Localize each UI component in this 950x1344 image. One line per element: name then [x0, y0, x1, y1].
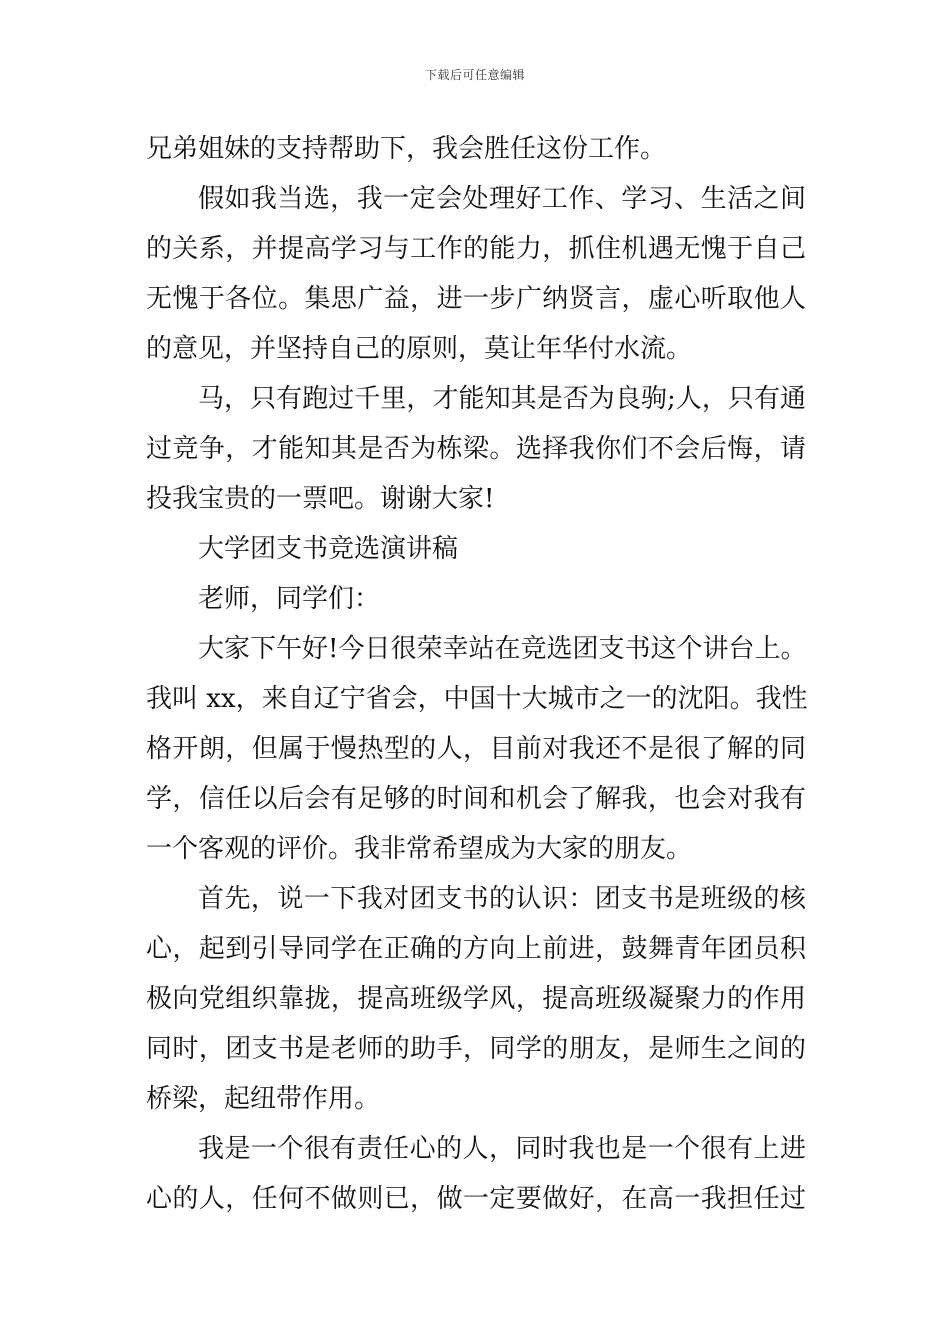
page-header: 下载后可任意编辑 — [424, 68, 525, 82]
text-line: 格开朗，但属于慢热型的人，目前对我还不是很了解的同 — [146, 734, 806, 764]
text-line: 心，起到引导同学在正确的方向上前进，鼓舞青年团员积 — [146, 934, 806, 964]
text-line: 假如我当选，我一定会处理好工作、学习、生活之间 — [198, 184, 806, 214]
text-line: 投我宝贵的一票吧。谢谢大家! — [146, 484, 495, 514]
text-line: 老师，同学们： — [198, 584, 381, 614]
text-line: 心的人，任何不做则已，做一定要做好，在高一我担任过 — [146, 1184, 806, 1214]
text-line: 马，只有跑过千里，才能知其是否为良驹;人，只有通 — [198, 384, 806, 414]
text-line: 我是一个很有责任心的人，同时我也是一个很有上进 — [198, 1134, 806, 1164]
text-line: 的意见，并坚持自己的原则，莫让年华付水流。 — [146, 334, 693, 364]
text-line: 无愧于各位。集思广益，进一步广纳贤言，虚心听取他人 — [146, 284, 806, 314]
text-line: 大学团支书竞选演讲稿 — [198, 534, 459, 564]
text-line: 兄弟姐妹的支持帮助下，我会胜任这份工作。 — [146, 134, 667, 164]
text-line: 一个客观的评价。我非常希望成为大家的朋友。 — [146, 834, 693, 864]
text-line: 首先，说一下我对团支书的认识：团支书是班级的核 — [198, 884, 806, 914]
text-line: 极向党组织靠拢，提高班级学风，提高班级凝聚力的作用 — [146, 984, 806, 1014]
text-line: 大家下午好!今日很荣幸站在竞选团支书这个讲台上。 — [198, 634, 807, 664]
text-line: 桥梁，起纽带作用。 — [146, 1084, 381, 1114]
text-line: 过竞争，才能知其是否为栋梁。选择我你们不会后悔，请 — [146, 434, 806, 464]
text-line: 学，信任以后会有足够的时间和机会了解我，也会对我有 — [146, 784, 806, 814]
body-text — [146, 124, 806, 1224]
text-line: 同时，团支书是老师的助手，同学的朋友，是师生之间的 — [146, 1034, 806, 1064]
text-line: 的关系，并提高学习与工作的能力，抓住机遇无愧于自己 — [146, 234, 806, 264]
text-line: 我叫 xx，来自辽宁省会，中国十大城市之一的沈阳。我性 — [146, 684, 808, 714]
